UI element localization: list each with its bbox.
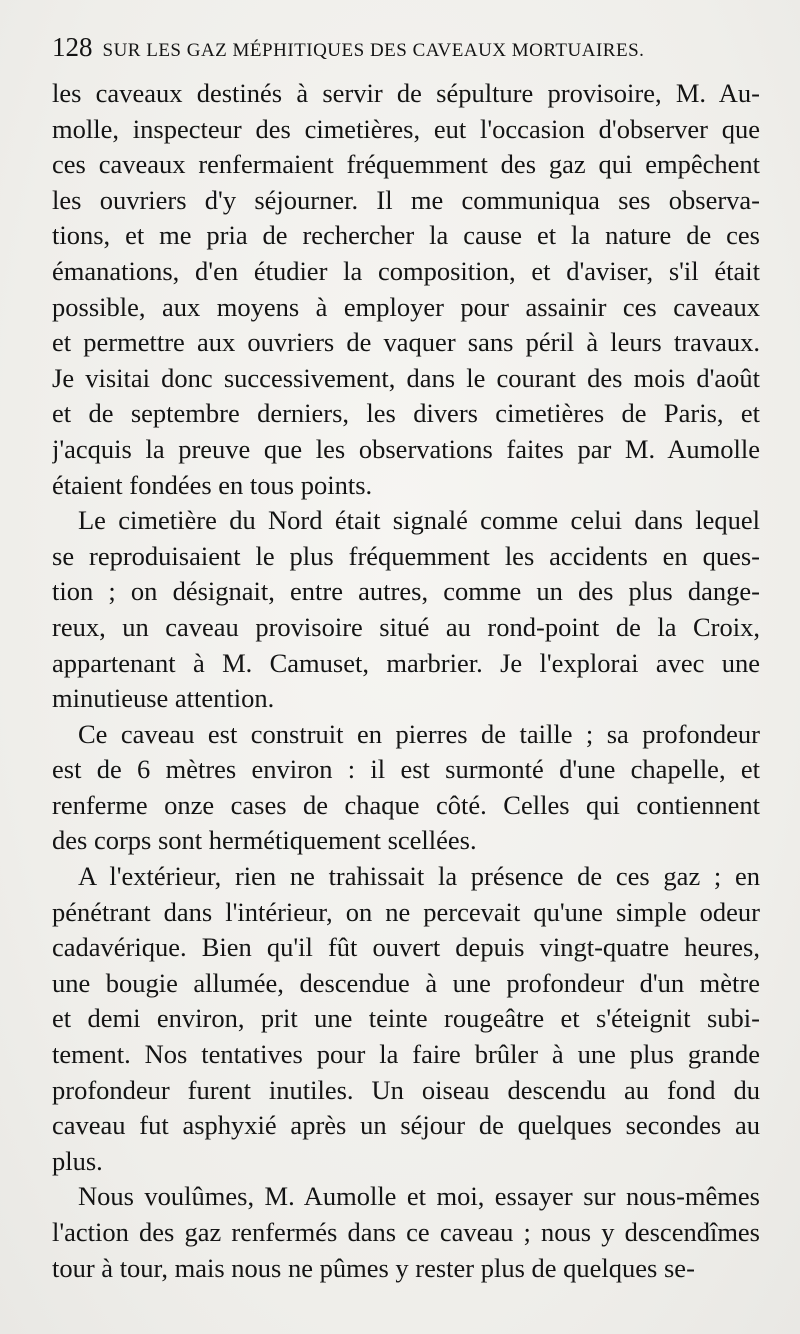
paragraph (52, 1179, 760, 1286)
paragraph (52, 76, 760, 503)
text-line: minutieuse attention. (52, 683, 275, 714)
text-line: profondeur furent inutiles. Un oiseau descendu au fond du (52, 1074, 760, 1105)
text-line: les caveaux destinés à servir de sépulture provisoire, M. Au- (52, 78, 760, 108)
text-line: Nous voulûmes, M. Aumolle et moi, essayer sur nous-mêmes (78, 1181, 760, 1212)
text-line: cadavérique. Bien qu'il fût ouvert depuis vingt-quatre heures, (52, 932, 760, 963)
text-line: appartenant à M. Camuset, marbrier. Je l'explorai avec une (52, 647, 760, 678)
text-line: est de 6 mètres environ : il est surmonté d'une chapelle, et (52, 754, 760, 785)
text-line: caveau fut asphyxié après un séjour de quelques secondes au (52, 1110, 760, 1141)
text-line: Je visitai donc successivement, dans le courant des mois d'août (52, 362, 760, 393)
text-line: Ce caveau est construit en pierres de taille ; sa profondeur (78, 718, 760, 749)
text-line: l'action des gaz renfermés dans ce caveau ; nous y descendîmes (52, 1217, 760, 1247)
text-line: et de septembre derniers, les divers cimetières de Paris, et (52, 398, 760, 429)
running-head (52, 32, 760, 72)
text-line: possible, aux moyens à employer pour assainir ces caveaux (52, 291, 760, 322)
text-line: une bougie allumée, descendue à une profondeur d'un mètre (52, 967, 760, 998)
text-line: reux, un caveau provisoire situé au rond-point de la Croix, (52, 611, 760, 642)
text-line: tour à tour, mais nous ne pûmes y rester plus de quelques se- (52, 1252, 695, 1283)
paragraph (52, 503, 760, 717)
text-line: et permettre aux ouvriers de vaquer sans péril à leurs travaux. (52, 327, 760, 358)
paragraph (52, 859, 760, 1179)
text-line: plus. (52, 1145, 103, 1176)
page-number: 128 (52, 32, 93, 62)
body-text (52, 76, 760, 1286)
text-line: molle, inspecteur des cimetières, eut l'occasion d'observer que (52, 113, 760, 144)
text-line: se reproduisaient le plus fréquemment les accidents en ques- (52, 540, 760, 571)
text-line: émanations, d'en étudier la composition, et d'aviser, s'il était (52, 255, 760, 286)
running-title: SUR LES GAZ MÉPHITIQUES DES CAVEAUX MORTUAIRES. (102, 40, 645, 61)
text-line: tion ; on désignait, entre autres, comme un des plus dange- (52, 576, 760, 607)
text-line: les ouvriers d'y séjourner. Il me communiqua ses observa- (52, 184, 760, 215)
text-line: tement. Nos tentatives pour la faire brûler à une plus grande (52, 1039, 760, 1070)
text-line: renferme onze cases de chaque côté. Celles qui contiennent (52, 789, 760, 820)
paragraph (52, 717, 760, 859)
text-line: des corps sont hermétiquement scellées. (52, 825, 477, 856)
text-line: ces caveaux renfermaient fréquemment des gaz qui empêchent (52, 149, 760, 180)
text-line: pénétrant dans l'intérieur, on ne percevait qu'une simple odeur (52, 896, 760, 927)
text-line: j'acquis la preuve que les observations faites par M. Aumolle (52, 433, 760, 464)
text-line: tions, et me pria de rechercher la cause et la nature de ces (52, 220, 760, 251)
text-line: étaient fondées en tous points. (52, 469, 373, 500)
text-line: A l'extérieur, rien ne trahissait la présence de ces gaz ; en (78, 861, 760, 892)
text-line: Le cimetière du Nord était signalé comme celui dans lequel (78, 505, 760, 536)
text-line: et demi environ, prit une teinte rougeâtre et s'éteignit subi- (52, 1003, 760, 1034)
